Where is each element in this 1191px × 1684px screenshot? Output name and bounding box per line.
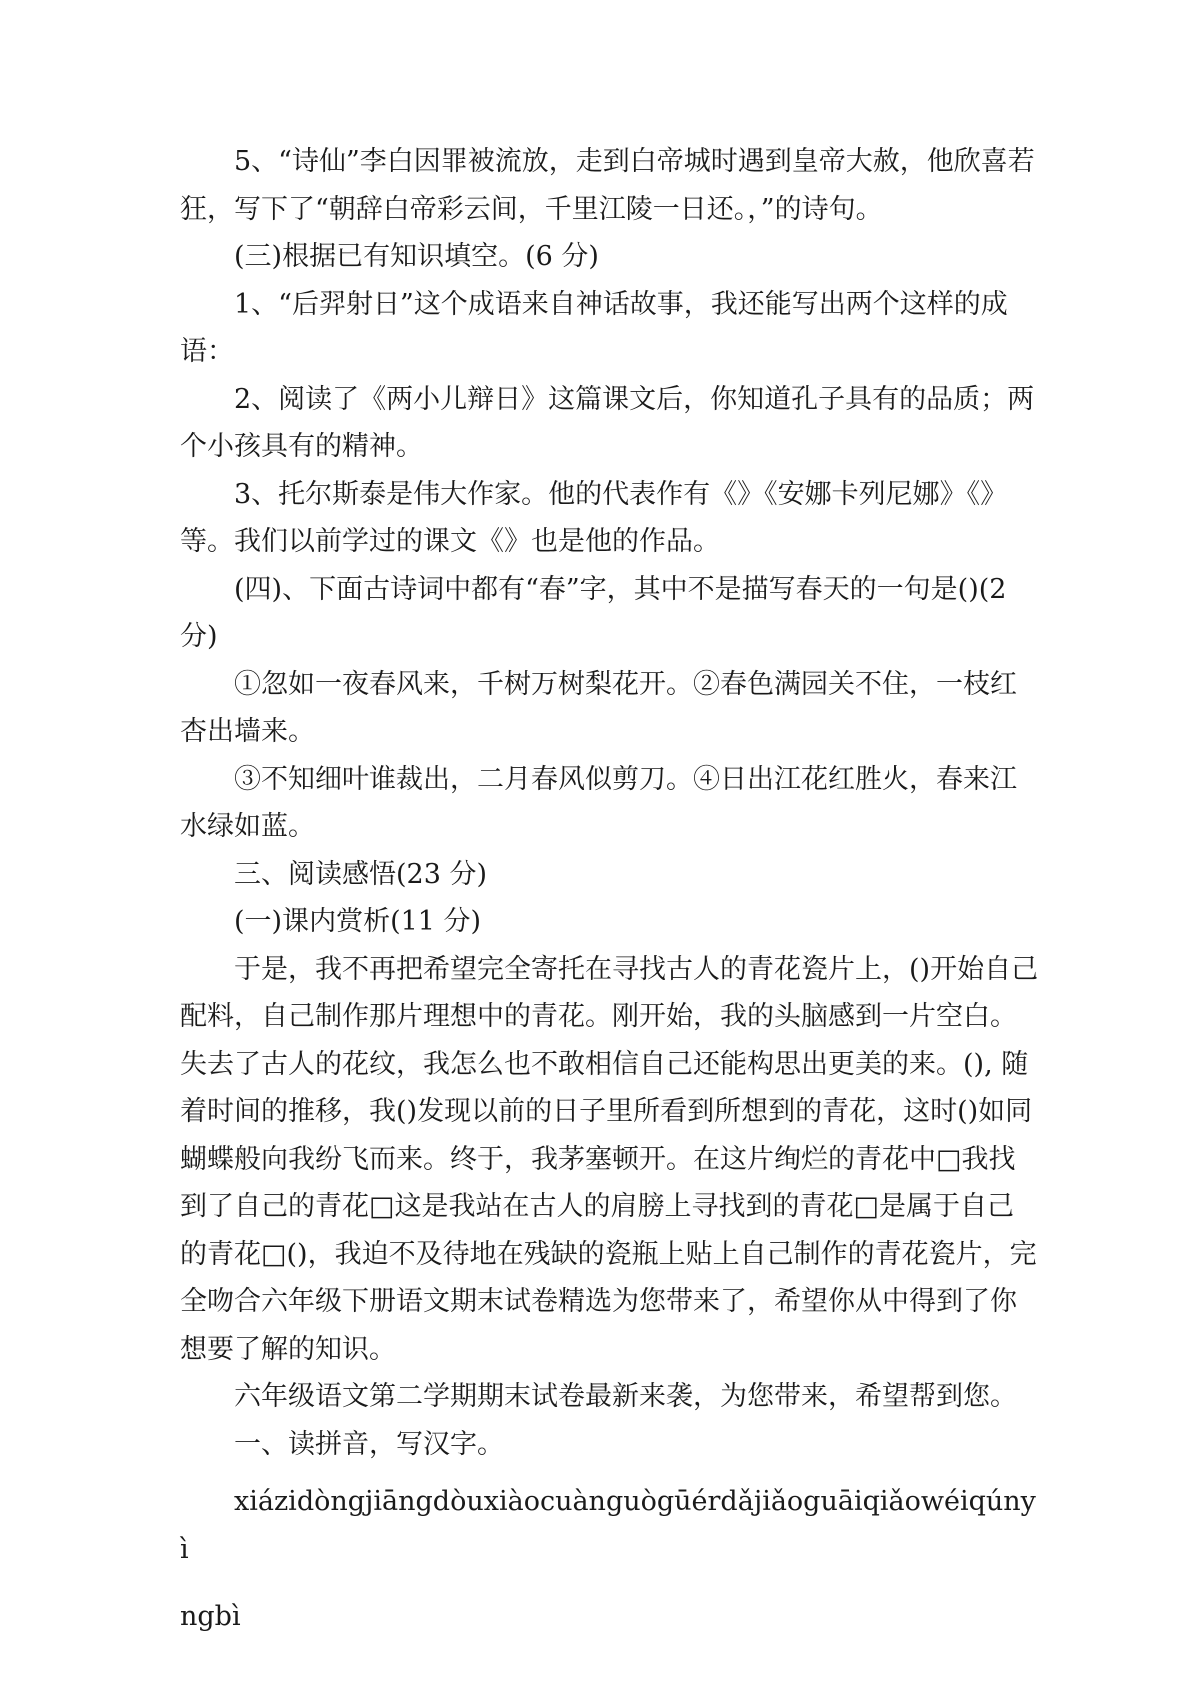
question-5-paragraph: 5、“诗仙”李白因罪被流放，走到白帝城时遇到皇帝大赦，他欣喜若狂，写下了“朝辞白帝彩云间，千里江陵一日还。，”的诗句。 [180, 146, 1035, 225]
pinyin-line: xiázidòngjiāngdòuxiàocuànguògūérdǎjiǎoguāiqiǎowéiqúnyì [180, 1486, 1036, 1565]
pinyin-continuation: ngbì [180, 1601, 241, 1632]
reading-section-heading: 三、阅读感悟(23 分) [234, 858, 488, 890]
question-2-paragraph: 2、阅读了《两小儿辩日》这篇课文后，你知道孔子具有的品质；两个小孩具有的精神。 [180, 383, 1035, 462]
reading-passage-paragraph: 于是，我不再把希望完全寄托在寻找古人的青花瓷片上，()开始自己配料，自己制作那片理想中的青花。刚开始，我的头脑感到一片空白。失去了古人的花纹，我怎么也不敢相信自己还能构思出更美的来。(), 随着时间的推移，我()发现以前的日子里所看到所想到的青花，这时()如同蝴蝶般向我纷飞而来。终于，我茅塞顿开。在这片绚烂的青花中□我找到了自己的青花□这是我站在古人的肩膀上寻找到的青花□是属于自己的青花□()，我迫不及待地在残缺的瓷瓶上贴上自己制作的青花瓷片，完全吻合六年级下册语文期末试卷精选为您带来了，希望你从中得到了你想要了解的知识。 [180, 953, 1039, 1365]
pinyin-section-heading: 一、读拼音，写汉字。 [234, 1428, 504, 1460]
question-1-paragraph: 1、“后羿射日”这个成语来自神话故事，我还能写出两个这样的成语： [180, 288, 1008, 367]
document-body [180, 138, 1040, 1641]
option-1-2-paragraph: ①忽如一夜春风来，千树万树梨花开。②春色满园关不住，一枝红杏出墙来。 [180, 668, 1017, 747]
in-class-analysis-heading: (一)课内赏析(11 分) [234, 906, 482, 937]
intro-paragraph: 六年级语文第二学期期末试卷最新来袭，为您带来，希望帮到您。 [234, 1381, 1017, 1412]
question-3-paragraph: 3、托尔斯泰是伟大作家。他的代表作有《》《安娜卡列尼娜》《》等。我们以前学过的课文《》也是他的作品。 [180, 478, 1008, 557]
section-4-heading: (四)、下面古诗词中都有“春”字，其中不是描写春天的一句是()(2分) [180, 573, 1007, 652]
section-3-heading: (三)根据已有知识填空。(6 分) [234, 241, 599, 272]
option-3-4-paragraph: ③不知细叶谁裁出，二月春风似剪刀。④日出江花红胜火，春来江水绿如蓝。 [180, 763, 1017, 842]
